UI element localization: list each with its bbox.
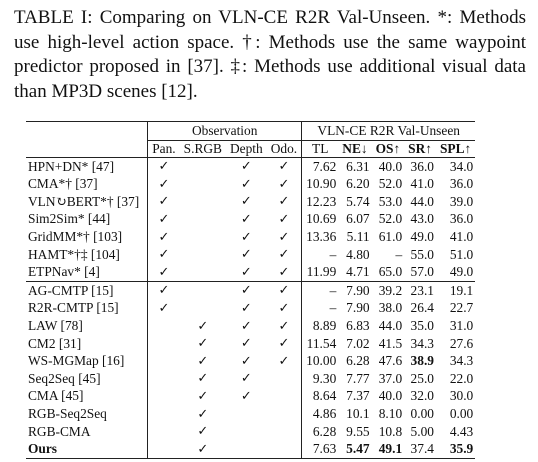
check-mark-icon: ✓ <box>197 371 209 387</box>
observation-cell <box>226 158 267 176</box>
metric-cell: 7.63 <box>302 441 339 459</box>
metric-cell: 4.86 <box>302 406 339 424</box>
metric-cell: 52.0 <box>378 211 403 227</box>
check-mark-icon: ✓ <box>240 318 252 334</box>
observation-cell <box>267 370 302 388</box>
method-name: Seq2Seq [45] <box>28 370 101 386</box>
observation-cell <box>267 264 302 282</box>
metric-cell: 12.23 <box>302 193 339 211</box>
metric-cell: 57.0 <box>410 264 434 280</box>
observation-cell <box>267 246 302 264</box>
metric-cell: 4.71 <box>346 264 370 280</box>
check-mark-icon: ✓ <box>240 176 252 192</box>
observation-cell <box>180 353 226 371</box>
check-mark-icon: ✓ <box>240 247 252 263</box>
metric-cell: 0.00 <box>410 406 434 421</box>
check-mark-icon: ✓ <box>158 300 170 316</box>
metric-cell: 31.0 <box>449 318 474 334</box>
metric-cell: 6.07 <box>346 211 370 227</box>
check-mark-icon: ✓ <box>240 353 252 369</box>
metric-cell: 55.0 <box>410 246 434 262</box>
metric-cell: 26.4 <box>410 300 434 316</box>
metric-cell: 36.0 <box>449 176 474 192</box>
metric-cell: 9.55 <box>346 423 370 439</box>
check-mark-icon: ✓ <box>240 388 252 404</box>
metric-cell: 10.00 <box>302 353 339 371</box>
metric-cell: 5.00 <box>410 423 434 439</box>
metric-cell: 6.83 <box>346 318 370 334</box>
metric-cell: 40.0 <box>372 158 405 176</box>
observation-cell <box>148 229 180 247</box>
metric-cell: 30.0 <box>449 388 474 404</box>
metric-cell: 27.6 <box>449 335 474 351</box>
observation-cell <box>148 441 180 459</box>
metric-cell: 10.69 <box>302 211 339 229</box>
check-mark-icon: ✓ <box>197 441 209 457</box>
check-mark-icon: ✓ <box>278 247 290 263</box>
col-header-odo: Odo. <box>270 140 298 156</box>
table-row <box>26 264 475 282</box>
observation-cell <box>148 246 180 264</box>
metric-cell: 36.0 <box>404 158 436 176</box>
table-row <box>26 441 475 459</box>
check-mark-icon: ✓ <box>240 300 252 316</box>
check-mark-icon: ✓ <box>197 424 209 440</box>
observation-cell <box>226 176 267 194</box>
metric-cell: 6.28 <box>346 353 370 369</box>
metric-cell: – <box>302 246 339 264</box>
check-mark-icon: ✓ <box>240 211 252 227</box>
group-header-observation: Observation <box>148 122 302 141</box>
check-mark-icon: ✓ <box>240 264 252 280</box>
table-row <box>26 158 475 176</box>
observation-cell <box>180 406 226 424</box>
observation-cell <box>180 246 226 264</box>
metric-cell: 44.0 <box>410 193 434 209</box>
check-mark-icon: ✓ <box>158 247 170 263</box>
table-row <box>26 318 475 336</box>
check-mark-icon: ✓ <box>197 336 209 352</box>
observation-cell <box>148 300 180 318</box>
observation-cell <box>267 229 302 247</box>
observation-cell <box>226 441 267 459</box>
col-header-depth: Depth <box>229 140 263 156</box>
observation-cell <box>226 229 267 247</box>
metric-cell: 13.36 <box>302 229 339 247</box>
table-body <box>26 158 475 459</box>
metric-cell: 0.00 <box>449 406 474 421</box>
metric-cell: 35.0 <box>410 318 434 334</box>
metric-cell: 7.90 <box>338 282 371 300</box>
table-row <box>26 300 475 318</box>
check-mark-icon: ✓ <box>240 371 252 387</box>
check-mark-icon: ✓ <box>278 211 290 227</box>
metric-cell: 41.0 <box>410 176 434 192</box>
col-header-srgb: S.RGB <box>183 140 222 156</box>
col-header-pan: Pan. <box>148 140 180 158</box>
observation-cell <box>226 318 267 336</box>
observation-cell <box>180 335 226 353</box>
metric-cell: 7.77 <box>346 370 370 386</box>
metric-cell: 5.11 <box>346 229 370 245</box>
metric-cell: 19.1 <box>436 282 475 300</box>
metric-cell: 11.99 <box>302 264 339 282</box>
observation-cell <box>267 441 302 459</box>
observation-cell <box>148 193 180 211</box>
observation-cell <box>267 423 302 441</box>
observation-cell <box>267 318 302 336</box>
col-header-spl: SPL↑ <box>439 140 472 156</box>
metric-cell: 10.1 <box>346 406 370 421</box>
method-name: AG-CMTP [15] <box>26 282 148 300</box>
observation-cell <box>267 176 302 194</box>
metric-cell: 43.0 <box>410 211 434 227</box>
method-name: RGB-CMA <box>28 423 91 439</box>
table-row <box>26 370 475 388</box>
metric-cell: 6.20 <box>346 176 370 192</box>
metric-cell: 6.31 <box>338 158 371 176</box>
observation-cell <box>267 300 302 318</box>
observation-cell <box>226 264 267 282</box>
observation-cell <box>267 406 302 424</box>
observation-cell <box>226 335 267 353</box>
observation-cell <box>180 264 226 282</box>
method-name: VLN↻BERT*† [37] <box>28 193 140 209</box>
metric-cell: 51.0 <box>449 246 474 262</box>
metric-cell: 41.0 <box>449 229 474 245</box>
metric-cell: 53.0 <box>378 193 403 209</box>
metric-cell: – <box>302 300 339 318</box>
method-name: RGB-Seq2Seq <box>28 406 107 421</box>
metric-cell: 61.0 <box>378 229 403 245</box>
method-name: WS-MGMap [16] <box>28 353 125 369</box>
observation-cell <box>267 282 302 300</box>
check-mark-icon: ✓ <box>278 264 290 280</box>
observation-cell <box>180 176 226 194</box>
metric-cell: – <box>395 246 403 262</box>
metric-cell: 65.0 <box>378 264 403 280</box>
observation-cell <box>267 158 302 176</box>
method-name: Sim2Sim* [44] <box>28 211 111 227</box>
observation-cell <box>267 211 302 229</box>
metric-cell: 8.10 <box>378 406 403 421</box>
metric-cell: 8.64 <box>302 388 339 406</box>
metric-cell: 22.7 <box>449 300 474 316</box>
metric-cell: 38.0 <box>378 300 403 316</box>
check-mark-icon: ✓ <box>158 283 170 299</box>
observation-cell <box>180 282 226 300</box>
observation-cell <box>226 423 267 441</box>
metric-cell: 38.9 <box>410 353 434 369</box>
observation-cell <box>148 370 180 388</box>
metric-cell: 23.1 <box>404 282 436 300</box>
observation-cell <box>148 318 180 336</box>
col-header-ne: NE↓ <box>342 140 368 156</box>
header-method <box>26 140 148 158</box>
table-row <box>26 353 475 371</box>
metric-cell: 9.30 <box>302 370 339 388</box>
observation-cell <box>226 388 267 406</box>
metric-cell: 32.0 <box>410 388 434 404</box>
observation-cell <box>180 211 226 229</box>
metric-cell: 10.90 <box>302 176 339 194</box>
observation-cell <box>180 370 226 388</box>
metric-cell: 4.43 <box>449 423 474 439</box>
check-mark-icon: ✓ <box>240 194 252 210</box>
table-row <box>26 211 475 229</box>
check-mark-icon: ✓ <box>278 300 290 316</box>
results-table <box>26 121 475 459</box>
method-name: GridMM*† [103] <box>28 229 123 245</box>
check-mark-icon: ✓ <box>158 211 170 227</box>
metric-cell: 39.2 <box>372 282 405 300</box>
method-name: ETPNav* [4] <box>28 264 100 280</box>
metric-cell: 7.37 <box>346 388 370 404</box>
table-row <box>26 246 475 264</box>
metric-cell: 10.8 <box>378 423 403 439</box>
observation-cell <box>267 335 302 353</box>
header-blank <box>26 122 148 141</box>
table-row <box>26 193 475 211</box>
col-header-sr: SR↑ <box>408 140 432 156</box>
check-mark-icon: ✓ <box>278 229 290 245</box>
metric-cell: 40.0 <box>378 388 403 404</box>
col-header-tl: TL <box>302 140 339 158</box>
check-mark-icon: ✓ <box>240 336 252 352</box>
observation-cell <box>267 353 302 371</box>
metric-cell: 25.0 <box>410 370 434 386</box>
check-mark-icon: ✓ <box>240 283 252 299</box>
results-table-container <box>26 121 475 459</box>
check-mark-icon: ✓ <box>158 229 170 245</box>
method-name: CMA [45] <box>28 388 84 404</box>
observation-cell <box>148 406 180 424</box>
check-mark-icon: ✓ <box>197 353 209 369</box>
check-mark-icon: ✓ <box>278 336 290 352</box>
metric-cell: 7.62 <box>302 158 339 176</box>
metric-cell: – <box>302 282 339 300</box>
observation-cell <box>226 246 267 264</box>
metric-cell: 34.3 <box>449 353 474 369</box>
check-mark-icon: ✓ <box>158 159 170 175</box>
observation-cell <box>148 176 180 194</box>
metric-cell: 6.28 <box>302 423 339 441</box>
method-name: HAMT*†‡ [104] <box>28 246 120 262</box>
observation-cell <box>226 282 267 300</box>
check-mark-icon: ✓ <box>197 406 209 422</box>
observation-cell <box>180 229 226 247</box>
table-row <box>26 229 475 247</box>
metric-cell: 49.0 <box>410 229 434 245</box>
method-name: CMA*† [37] <box>28 176 98 192</box>
caption-text: TABLE I: Comparing on VLN-CE R2R Val-Unseen. *: Methods use high-level action space. †: Methods use the same waypoint predictor proposed in [37]. ‡: Methods use additional visual data than MP3D scenes [12]. <box>14 7 526 102</box>
check-mark-icon: ✓ <box>158 264 170 280</box>
metric-cell: 37.4 <box>404 441 436 459</box>
method-name: R2R-CMTP [15] <box>28 300 119 316</box>
metric-cell: 4.80 <box>346 246 370 262</box>
metric-cell: 5.74 <box>346 193 370 209</box>
observation-cell <box>180 388 226 406</box>
check-mark-icon: ✓ <box>197 388 209 404</box>
metric-cell: 52.0 <box>378 176 403 192</box>
table-row <box>26 406 475 424</box>
observation-cell <box>226 406 267 424</box>
check-mark-icon: ✓ <box>278 353 290 369</box>
metric-cell: 7.02 <box>346 335 370 351</box>
method-name: CM2 [31] <box>28 335 82 351</box>
check-mark-icon: ✓ <box>278 194 290 210</box>
metric-cell: 11.54 <box>302 335 339 353</box>
observation-cell <box>180 158 226 176</box>
observation-cell <box>148 211 180 229</box>
method-name: Ours <box>26 441 148 459</box>
metric-cell: 47.6 <box>378 353 403 369</box>
observation-cell <box>148 388 180 406</box>
observation-cell <box>226 211 267 229</box>
observation-cell <box>148 264 180 282</box>
check-mark-icon: ✓ <box>278 283 290 299</box>
observation-cell <box>180 318 226 336</box>
check-mark-icon: ✓ <box>197 318 209 334</box>
check-mark-icon: ✓ <box>278 318 290 334</box>
observation-cell <box>180 423 226 441</box>
check-mark-icon: ✓ <box>278 159 290 175</box>
check-mark-icon: ✓ <box>278 176 290 192</box>
table-row <box>26 282 475 300</box>
observation-cell <box>267 388 302 406</box>
metric-cell: 39.0 <box>449 193 474 209</box>
observation-cell <box>180 300 226 318</box>
table-row <box>26 423 475 441</box>
observation-cell <box>148 282 180 300</box>
check-mark-icon: ✓ <box>158 176 170 192</box>
table-row <box>26 176 475 194</box>
table-row <box>26 388 475 406</box>
method-name: LAW [78] <box>28 318 83 334</box>
observation-cell <box>267 193 302 211</box>
metric-cell: 34.0 <box>436 158 475 176</box>
observation-cell <box>148 423 180 441</box>
check-mark-icon: ✓ <box>158 194 170 210</box>
check-mark-icon: ✓ <box>240 229 252 245</box>
metric-cell: 5.47 <box>338 441 371 459</box>
metric-cell: 22.0 <box>449 370 474 386</box>
observation-cell <box>180 193 226 211</box>
observation-cell <box>226 370 267 388</box>
metric-cell: 37.0 <box>378 370 403 386</box>
observation-cell <box>148 335 180 353</box>
observation-cell <box>180 441 226 459</box>
metric-cell: 49.0 <box>449 264 474 280</box>
metric-cell: 36.0 <box>449 211 474 227</box>
observation-cell <box>148 158 180 176</box>
observation-cell <box>226 353 267 371</box>
metric-cell: 34.3 <box>410 335 434 351</box>
metric-cell: 44.0 <box>378 318 403 334</box>
metric-cell: 35.9 <box>436 441 475 459</box>
check-mark-icon: ✓ <box>240 159 252 175</box>
table-row <box>26 335 475 353</box>
metric-cell: 7.90 <box>346 300 370 316</box>
method-name: HPN+DN* [47] <box>26 158 148 176</box>
observation-cell <box>226 300 267 318</box>
observation-cell <box>226 193 267 211</box>
table-caption <box>14 6 526 104</box>
metric-cell: 49.1 <box>372 441 405 459</box>
metric-cell: 8.89 <box>302 318 339 336</box>
col-header-os: OS↑ <box>375 140 401 156</box>
group-header-results: VLN-CE R2R Val-Unseen <box>302 122 476 141</box>
metric-cell: 41.5 <box>378 335 403 351</box>
observation-cell <box>148 353 180 371</box>
